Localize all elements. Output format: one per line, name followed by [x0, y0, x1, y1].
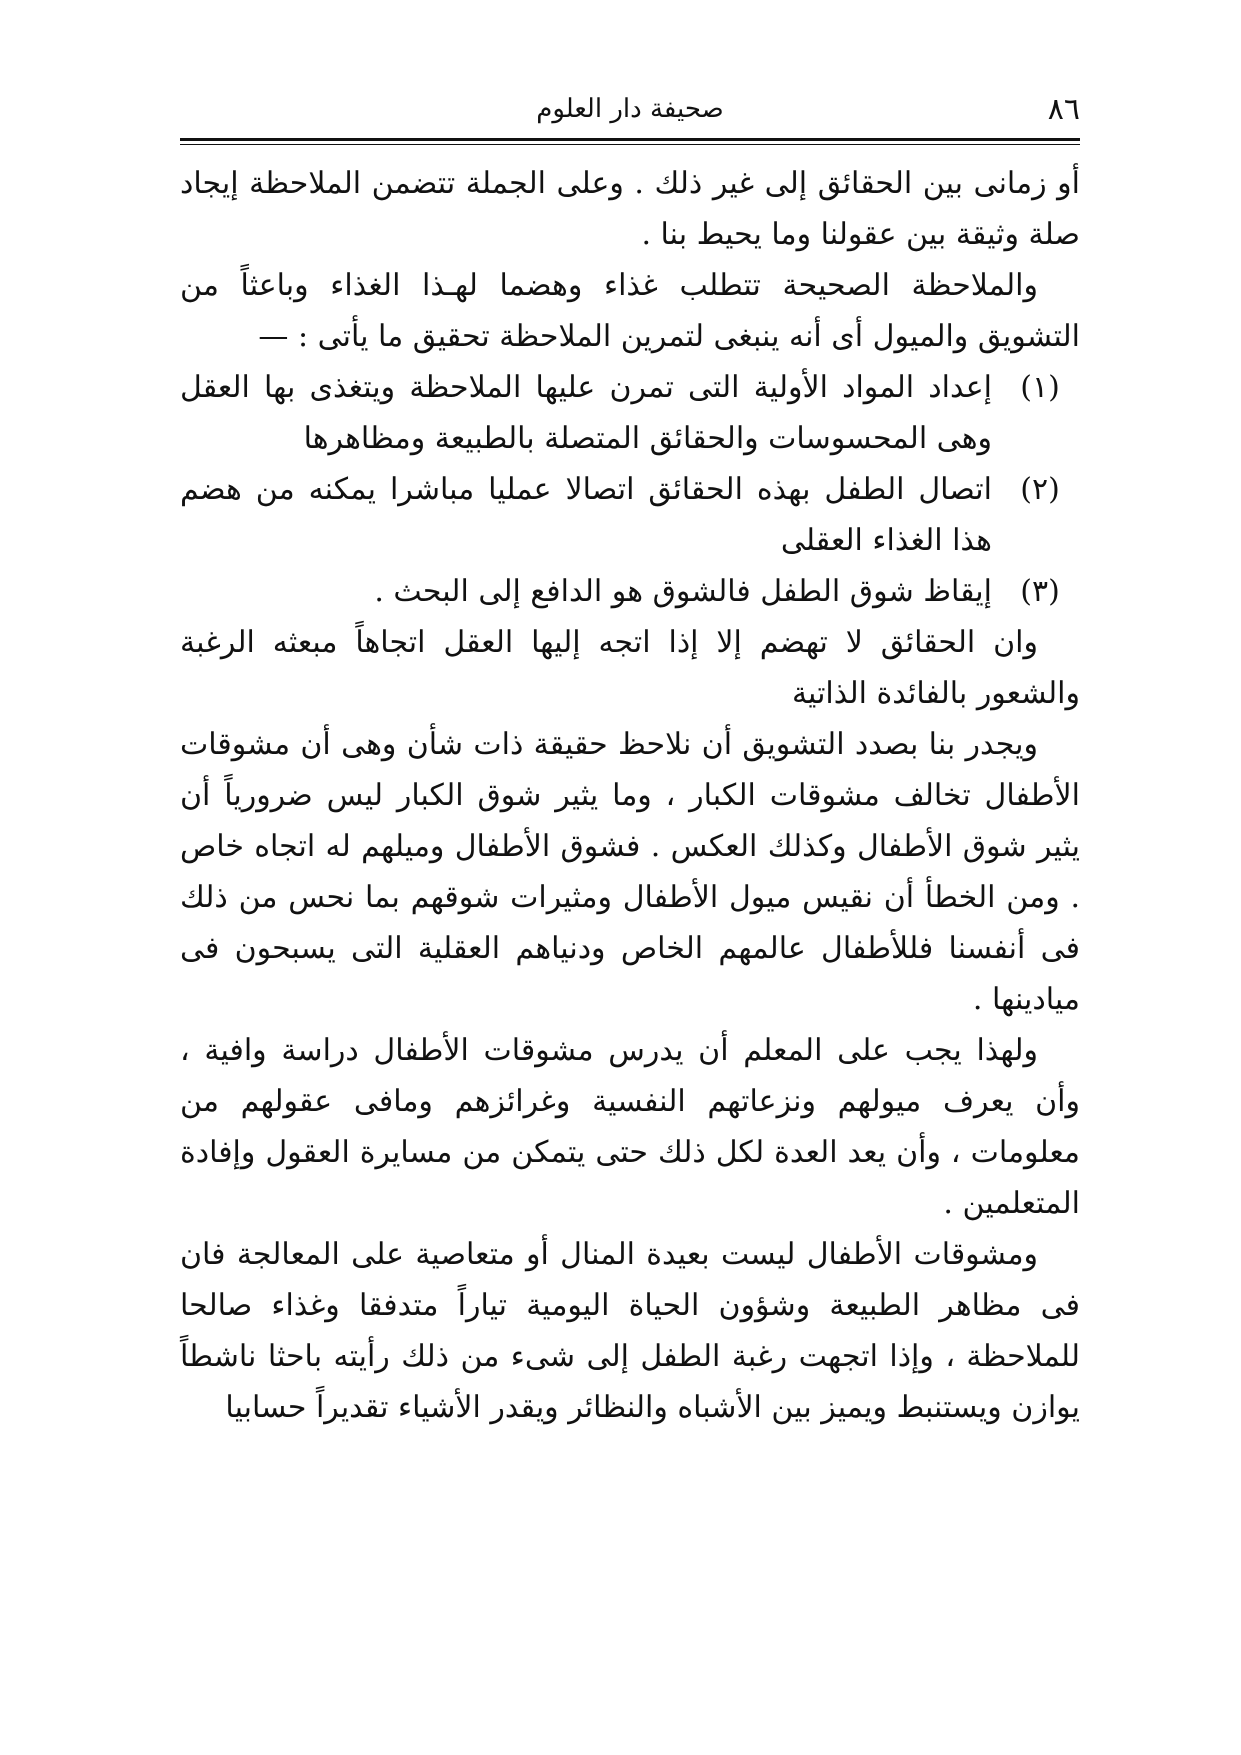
paragraph-2: والملاحظة الصحيحة تتطلب غذاء وهضما لهـذا الغذاء وباعثاً من التشويق والميول أى أنه ينبغى لتمرين الملاحظة تحقيق ما يأتى : — — [180, 268, 1080, 354]
body-text — [180, 158, 1080, 1433]
list-item — [180, 566, 1080, 617]
list-item-number: (١) — [1020, 370, 1060, 405]
list-item-text: إيقاظ شوق الطفل فالشوق هو الدافع إلى البحث . — [374, 574, 992, 609]
list-item — [180, 464, 1080, 566]
page-number: ٨٦ — [1047, 92, 1080, 127]
list-item-number: (٢) — [1020, 472, 1060, 507]
header-rule-thick — [180, 138, 1080, 141]
paragraph-3: وان الحقائق لا تهضم إلا إذا اتجه إليها العقل اتجاهاً مبعثه الرغبة والشعور بالفائدة الذاتية — [180, 625, 1080, 711]
journal-title: صحيفة دار العلوم — [536, 94, 724, 124]
paragraph-6: ومشوقات الأطفال ليست بعيدة المنال أو متعاصية على المعالجة فان فى مظاهر الطبيعة وشؤون الحياة اليومية تياراً متدفقا وغذاء صالحا للملاحظة ، وإذا اتجهت رغبة الطفل إلى شىء من ذلك رأيته باحثا ناشطاً يوازن ويستنبط ويميز بين الأشباه والنظائر ويقدر الأشياء تقديراً حسابيا — [180, 1237, 1080, 1425]
list-item-number: (٣) — [1020, 574, 1060, 609]
list-item-text: إعداد المواد الأولية التى تمرن عليها الملاحظة ويتغذى بها العقل وهى المحسوسات والحقائق المتصلة بالطبيعة ومظاهرها — [180, 370, 992, 456]
paragraph-1: أو زمانى بين الحقائق إلى غير ذلك . وعلى الجملة تتضمن الملاحظة إيجاد صلة وثيقة بين عقولنا وما يحيط بنا . — [180, 166, 1080, 252]
paragraph-5: ولهذا يجب على المعلم أن يدرس مشوقات الأطفال دراسة وافية ، وأن يعرف ميولهم ونزعاتهم النفسية وغرائزهم ومافى عقولهم من معلومات ، وأن يعد العدة لكل ذلك حتى يتمكن من مسايرة العقول وإفادة المتعلمين . — [180, 1033, 1080, 1221]
list-item-text: اتصال الطفل بهذه الحقائق اتصالا عمليا مباشرا يمكنه من هضم هذا الغذاء العقلى — [180, 472, 992, 558]
page-header — [180, 88, 1080, 136]
paragraph-4: ويجدر بنا بصدد التشويق أن نلاحظ حقيقة ذات شأن وهى أن مشوقات الأطفال تخالف مشوقات الكبار ، وما يثير شوق الكبار ليس ضرورياً أن يثير شوق الأطفال وكذلك العكس . فشوق الأطفال وميلهم له اتجاه خاص . ومن الخطأ أن نقيس ميول الأطفال ومثيرات شوقهم بما نحس من ذلك فى أنفسنا فللأطفال عالمهم الخاص ودنياهم العقلية التى يسبحون فى ميادينها . — [180, 727, 1080, 1017]
list-item — [180, 362, 1080, 464]
header-rule-thin — [180, 144, 1080, 145]
